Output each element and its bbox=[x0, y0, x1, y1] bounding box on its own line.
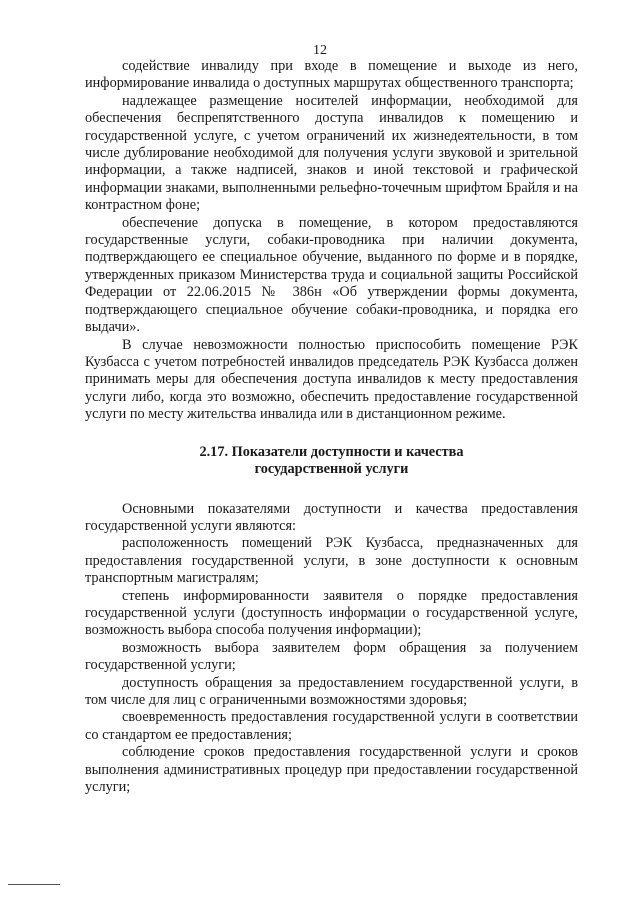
paragraph: расположенность помещений РЭК Кузбасса, предназначенных для предоставления государственной услуги, в зоне доступности к основным транспортным магистралям; bbox=[85, 535, 578, 587]
paragraph: доступность обращения за предоставлением государственной услуги, в том числе для лиц с ограниченными возможностями здоровья; bbox=[85, 674, 578, 708]
section-heading-line: 2.17. Показатели доступности и качества bbox=[199, 443, 464, 460]
paragraph: содействие инвалиду при входе в помещение и выходе из него, информирование инвалида о доступных маршрутах общественного транспорта; bbox=[85, 58, 578, 92]
document-body bbox=[85, 58, 578, 796]
paragraph: надлежащее размещение носителей информации, необходимой для обеспечения беспрепятственного доступа инвалидов к помещению и государственной услуге, с учетом ограничений их жизнедеятельности, в том числе дублирование необходимой для получения услуги звуковой и зрительной информации, а также надписей, знаков и иной текстовой и графической информации знаками, выполненными рельефно-точечным шрифтом Брайля и на контрастном фоне; bbox=[85, 92, 578, 214]
section-heading-line: государственной услуги bbox=[254, 461, 409, 478]
paragraph: возможность выбора заявителем форм обращения за получением государственной услуги; bbox=[85, 639, 578, 674]
paragraph: обеспечение допуска в помещение, в котором предоставляются государственные услуги, собаки-проводника при наличии документа, подтверждающего ее специальное обучение, выданного по форме и в порядке, утвержденных приказом Министерства труда и социальной защиты Российской Федерации от 22.06.2015 № 386н «Об утверждении формы документа, подтверждающего специальное обучение собаки-проводника, и порядка его выдачи». bbox=[85, 214, 578, 336]
paragraph: степень информированности заявителя о порядке предоставления государственной услуги (доступность информации о государственной услуге, возможность выбора способа получения информации); bbox=[85, 587, 578, 639]
scan-corner-line bbox=[8, 884, 60, 885]
page-number: 12 bbox=[313, 43, 327, 58]
paragraph: Основными показателями доступности и качества предоставления государственной услуги являются: bbox=[85, 500, 578, 534]
paragraph: соблюдение сроков предоставления государственной услуги и сроков выполнения административных процедур при предоставлении государственной услуги; bbox=[85, 744, 578, 796]
paragraph: своевременность предоставления государственной услуги в соответствии со стандартом ее предоставления; bbox=[85, 709, 578, 743]
paragraph: В случае невозможности полностью приспособить помещение РЭК Кузбасса с учетом потребностей инвалидов председатель РЭК Кузбасса должен принимать меры для обеспечения доступа инвалидов к месту предоставления услуги либо, когда это возможно, обеспечить предоставление государственной услуги по месту жительства инвалида или в дистанционном режиме. bbox=[85, 336, 578, 423]
section-heading bbox=[85, 444, 578, 479]
